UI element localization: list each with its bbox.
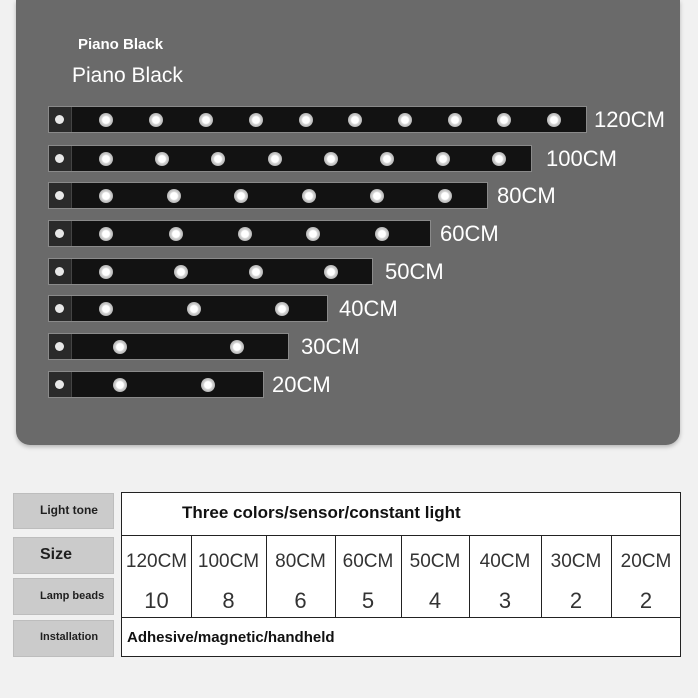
bar-endcap — [49, 146, 72, 171]
lamp-bead — [299, 113, 313, 127]
row-label-lamp-beads-text: Lamp beads — [40, 590, 105, 602]
bar-size-label: 40CM — [339, 296, 398, 321]
row-label-light-tone-text: Light tone — [40, 503, 98, 517]
lamp-beads-cell: 8 — [222, 588, 235, 613]
lamp-bead — [211, 152, 225, 166]
lamp-beads-cell: 5 — [361, 588, 375, 613]
table-divider — [122, 617, 680, 618]
bar-size-label: 60CM — [440, 221, 499, 246]
lamp-bead — [438, 189, 452, 203]
bar-endcap — [49, 221, 72, 246]
row-label-size-text: Size — [40, 546, 73, 563]
lamp-bead — [547, 113, 561, 127]
lamp-bead — [497, 113, 511, 127]
lamp-bead — [155, 152, 169, 166]
lamp-bead — [99, 265, 113, 279]
size-cell: 120CM — [125, 551, 188, 572]
lamp-bead — [302, 189, 316, 203]
lamp-beads-cell: 2 — [639, 588, 653, 613]
lamp-bead — [306, 227, 320, 241]
lamp-bead — [99, 152, 113, 166]
bar-endcap — [49, 183, 72, 208]
color-label-small: Piano Black — [78, 36, 164, 53]
light-bar-100cm — [48, 145, 532, 172]
lamp-bead — [238, 227, 252, 241]
light-bar-120cm — [48, 106, 587, 133]
lamp-bead — [249, 265, 263, 279]
bar-endcap — [49, 334, 72, 359]
bar-size-label: 100CM — [546, 146, 617, 171]
size-cell: 100CM — [197, 551, 260, 572]
lamp-bead — [398, 113, 412, 127]
light-bar-30cm — [48, 333, 289, 360]
size-cell: 50CM — [409, 551, 461, 572]
lamp-bead — [275, 302, 289, 316]
lamp-bead — [113, 378, 127, 392]
installation-value: Adhesive/magnetic/handheld — [127, 629, 335, 646]
lamp-bead — [113, 340, 127, 354]
lamp-bead — [99, 227, 113, 241]
bar-endcap — [49, 372, 72, 397]
row-label-light-tone — [13, 493, 114, 529]
lamp-bead — [174, 265, 188, 279]
lamp-bead — [370, 189, 384, 203]
lamp-beads-cell: 2 — [569, 588, 583, 613]
lamp-bead — [375, 227, 389, 241]
light-bar-50cm — [48, 258, 373, 285]
lamp-bead — [234, 189, 248, 203]
lamp-bead — [436, 152, 450, 166]
bar-endcap — [49, 107, 72, 132]
lamp-bead — [230, 340, 244, 354]
lamp-bead — [249, 113, 263, 127]
bar-size-label: 80CM — [497, 183, 556, 208]
lamp-beads-cell: 3 — [498, 588, 512, 613]
lamp-bead — [99, 113, 113, 127]
bar-size-label: 120CM — [594, 107, 665, 132]
light-bar-40cm — [48, 295, 328, 322]
lamp-bead — [99, 302, 113, 316]
light-bar-80cm — [48, 182, 488, 209]
lamp-bead — [169, 227, 183, 241]
lamp-beads-cell: 10 — [144, 588, 169, 613]
lamp-beads-cell: 6 — [294, 588, 307, 613]
bar-endcap — [49, 259, 72, 284]
lamp-bead — [149, 113, 163, 127]
size-cell: 40CM — [479, 551, 531, 572]
size-cell: 20CM — [620, 551, 672, 572]
lamp-bead — [492, 152, 506, 166]
light-tone-value: Three colors/sensor/constant light — [182, 503, 461, 522]
lamp-bead — [201, 378, 215, 392]
light-bar-60cm — [48, 220, 431, 247]
bar-size-label: 20CM — [272, 372, 331, 397]
size-cell: 30CM — [550, 551, 602, 572]
size-cell: 60CM — [342, 551, 394, 572]
lamp-bead — [348, 113, 362, 127]
lamp-beads-cell: 4 — [428, 588, 442, 613]
lamp-bead — [448, 113, 462, 127]
lamp-bead — [99, 189, 113, 203]
bar-size-label: 50CM — [385, 259, 444, 284]
lamp-bead — [268, 152, 282, 166]
lamp-bead — [199, 113, 213, 127]
color-label-large: Piano Black — [72, 64, 183, 87]
lamp-bead — [324, 265, 338, 279]
row-label-installation — [13, 620, 114, 657]
row-label-installation-text: Installation — [40, 631, 99, 643]
row-label-lamp-beads — [13, 578, 114, 615]
bar-size-label: 30CM — [301, 334, 360, 359]
lamp-bead — [187, 302, 201, 316]
size-cell: 80CM — [275, 551, 326, 572]
light-bar-20cm — [48, 371, 264, 398]
bar-endcap — [49, 296, 72, 321]
row-label-size — [13, 537, 114, 574]
lamp-bead — [380, 152, 394, 166]
lamp-bead — [324, 152, 338, 166]
spec-table — [121, 492, 681, 657]
lamp-bead — [167, 189, 181, 203]
